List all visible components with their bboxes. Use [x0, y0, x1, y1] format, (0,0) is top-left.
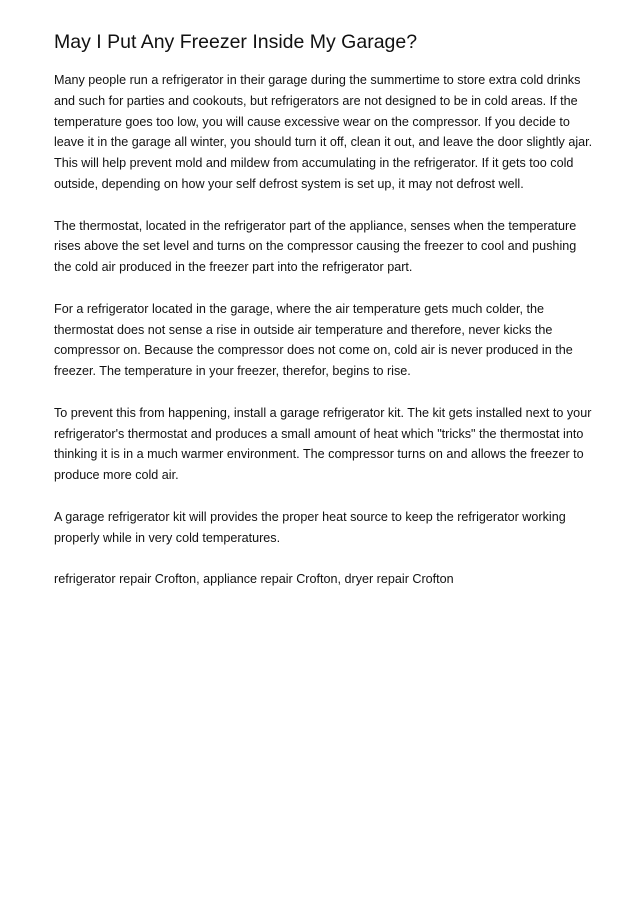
paragraph-thermostat: The thermostat, located in the refrigerator part of the appliance, senses when the temperature rises above the set level and turns on the compressor causing the freezer to cool and pushing the cold air produced in the freezer part into the refrigerator part. [54, 218, 577, 275]
paragraph-kit-benefit: A garage refrigerator kit will provides the proper heat source to keep the refrigerator working properly while in very cold temperatures. [54, 509, 566, 545]
paragraph-keywords: refrigerator repair Crofton, appliance repair Crofton, dryer repair Crofton [54, 572, 454, 587]
paragraph-garage-problem: For a refrigerator located in the garage, where the air temperature gets much colder, the thermostat does not sense a rise in outside air temperature and therefore, never kicks the compressor on. Because the compressor does not come on, cold air is never produced in the freezer. The temperature in your freezer, therefor, begins to rise. [54, 301, 573, 379]
paragraph-kit-install: To prevent this from happening, install a garage refrigerator kit. The kit gets installed next to your refrigerator's thermostat and produces a small amount of heat which "tricks" the thermostat into thinking it is in a much warmer environment. The compressor turns on and allows the freezer to produce more cold air. [54, 405, 592, 483]
paragraph-intro: Many people run a refrigerator in their garage during the summertime to store extra cold drinks and such for parties and cookouts, but refrigerators are not designed to be in cold areas. If the temperature goes too low, you will cause excessive wear on the compressor. If you decide to leave it in the garage all winter, you should turn it off, clean it out, and leave the door slightly ajar. This will help prevent mold and mildew from accumulating in the refrigerator. If it gets too cold outside, depending on how your self defrost system is set up, it may not defrost well. [54, 73, 593, 191]
document-page [54, 29, 594, 590]
page-title: May I Put Any Freezer Inside My Garage? [54, 31, 418, 53]
